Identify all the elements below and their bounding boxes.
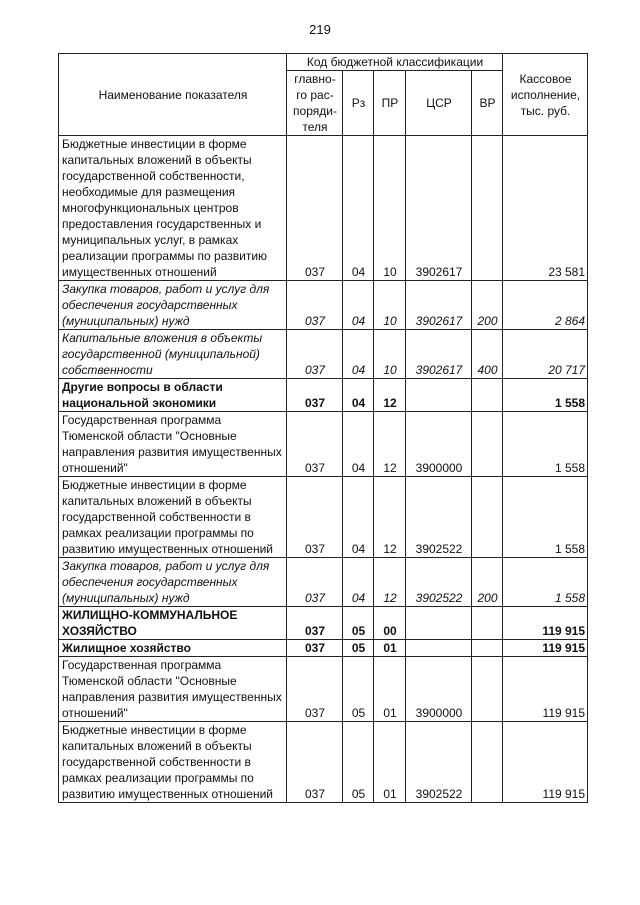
cell-pr: 12: [374, 379, 406, 412]
cell-name: Закупка товаров, работ и услуг для обеспечения государственных (муниципальных) нужд: [59, 558, 287, 607]
cell-amount: 119 915: [503, 640, 588, 657]
cell-pr: 10: [374, 136, 406, 281]
cell-name: Государственная программа Тюменской области "Основные направления развития имущественных отношений": [59, 412, 287, 477]
cell-rz: 04: [343, 281, 374, 330]
cell-rz: 05: [343, 657, 374, 722]
header-rz: Рз: [343, 71, 374, 136]
cell-rz: 04: [343, 477, 374, 558]
header-pr: ПР: [374, 71, 406, 136]
cell-csr: 3902522: [406, 558, 472, 607]
cell-rz: 05: [343, 722, 374, 803]
header-row-top: [59, 54, 588, 71]
cell-csr: 3902617: [406, 330, 472, 379]
cell-pr: 01: [374, 657, 406, 722]
cell-csr: 3902617: [406, 281, 472, 330]
table-row: [59, 722, 588, 803]
table-row: [59, 136, 588, 281]
cell-pr: 12: [374, 477, 406, 558]
cell-grbs: 037: [287, 281, 343, 330]
header-code-group: Код бюджетной классификации: [287, 54, 503, 71]
cell-vr: [472, 477, 503, 558]
header-csr: ЦСР: [406, 71, 472, 136]
cell-csr: 3900000: [406, 657, 472, 722]
cell-name: Жилищное хозяйство: [59, 640, 287, 657]
cell-pr: 10: [374, 281, 406, 330]
cell-grbs: 037: [287, 607, 343, 640]
cell-grbs: 037: [287, 640, 343, 657]
page-number: 219: [309, 22, 331, 37]
cell-name: ЖИЛИЩНО-КОММУНАЛЬНОЕ ХОЗЯЙСТВО: [59, 607, 287, 640]
cell-name: Бюджетные инвестиции в форме капитальных вложений в объекты государственной собственности в рамках реализации программы по развитию имущественных отношений: [59, 722, 287, 803]
cell-pr: 00: [374, 607, 406, 640]
cell-pr: 12: [374, 558, 406, 607]
cell-amount: 1 558: [503, 379, 588, 412]
cell-grbs: 037: [287, 657, 343, 722]
table-row: [59, 657, 588, 722]
cell-vr: 400: [472, 330, 503, 379]
cell-pr: 10: [374, 330, 406, 379]
cell-csr: 3902522: [406, 722, 472, 803]
header-vr: ВР: [472, 71, 503, 136]
cell-vr: [472, 640, 503, 657]
cell-grbs: 037: [287, 722, 343, 803]
cell-amount: 119 915: [503, 657, 588, 722]
table-row: [59, 379, 588, 412]
table-row: [59, 477, 588, 558]
cell-rz: 04: [343, 379, 374, 412]
cell-rz: 05: [343, 607, 374, 640]
table-row: [59, 330, 588, 379]
cell-vr: [472, 136, 503, 281]
table-body: [59, 136, 588, 803]
cell-csr: 3902617: [406, 136, 472, 281]
cell-amount: 119 915: [503, 722, 588, 803]
cell-vr: [472, 657, 503, 722]
cell-csr: [406, 379, 472, 412]
cell-csr: 3902522: [406, 477, 472, 558]
cell-grbs: 037: [287, 558, 343, 607]
cell-vr: 200: [472, 558, 503, 607]
header-name: Наименование показателя: [59, 54, 287, 136]
cell-grbs: 037: [287, 136, 343, 281]
cell-rz: 04: [343, 558, 374, 607]
header-grbs: главно- го рас- поряди- теля: [287, 71, 343, 136]
cell-amount: 1 558: [503, 558, 588, 607]
cell-amount: 1 558: [503, 477, 588, 558]
cell-pr: 12: [374, 412, 406, 477]
cell-amount: 23 581: [503, 136, 588, 281]
cell-rz: 05: [343, 640, 374, 657]
cell-vr: 200: [472, 281, 503, 330]
table-row: [59, 607, 588, 640]
cell-csr: 3900000: [406, 412, 472, 477]
cell-pr: 01: [374, 722, 406, 803]
cell-vr: [472, 412, 503, 477]
cell-name: Бюджетные инвестиции в форме капитальных вложений в объекты государственной собственности в рамках реализации программы по развитию имущественных отношений: [59, 477, 287, 558]
cell-rz: 04: [343, 330, 374, 379]
cell-rz: 04: [343, 136, 374, 281]
cell-amount: 2 864: [503, 281, 588, 330]
cell-csr: [406, 640, 472, 657]
header-amount: Кассовое исполнение, тыс. руб.: [503, 54, 588, 136]
cell-amount: 1 558: [503, 412, 588, 477]
cell-name: Государственная программа Тюменской области "Основные направления развития имущественных отношений": [59, 657, 287, 722]
cell-grbs: 037: [287, 477, 343, 558]
table-row: [59, 558, 588, 607]
cell-amount: 20 717: [503, 330, 588, 379]
table-row: [59, 412, 588, 477]
cell-name: Капитальные вложения в объекты государственной (муниципальной) собственности: [59, 330, 287, 379]
table-row: [59, 281, 588, 330]
cell-grbs: 037: [287, 330, 343, 379]
cell-grbs: 037: [287, 412, 343, 477]
cell-pr: 01: [374, 640, 406, 657]
cell-csr: [406, 607, 472, 640]
cell-name: Другие вопросы в области национальной экономики: [59, 379, 287, 412]
cell-rz: 04: [343, 412, 374, 477]
cell-vr: [472, 722, 503, 803]
cell-grbs: 037: [287, 379, 343, 412]
budget-table: [58, 53, 588, 803]
cell-name: Бюджетные инвестиции в форме капитальных вложений в объекты государственной собственности, необходимые для размещения многофункциональных центров предоставления государственных и муниципальных услуг, в рамках реализации программы по развитию имущественных отношений: [59, 136, 287, 281]
cell-amount: 119 915: [503, 607, 588, 640]
cell-name: Закупка товаров, работ и услуг для обеспечения государственных (муниципальных) нужд: [59, 281, 287, 330]
table-row: [59, 640, 588, 657]
cell-vr: [472, 607, 503, 640]
cell-vr: [472, 379, 503, 412]
